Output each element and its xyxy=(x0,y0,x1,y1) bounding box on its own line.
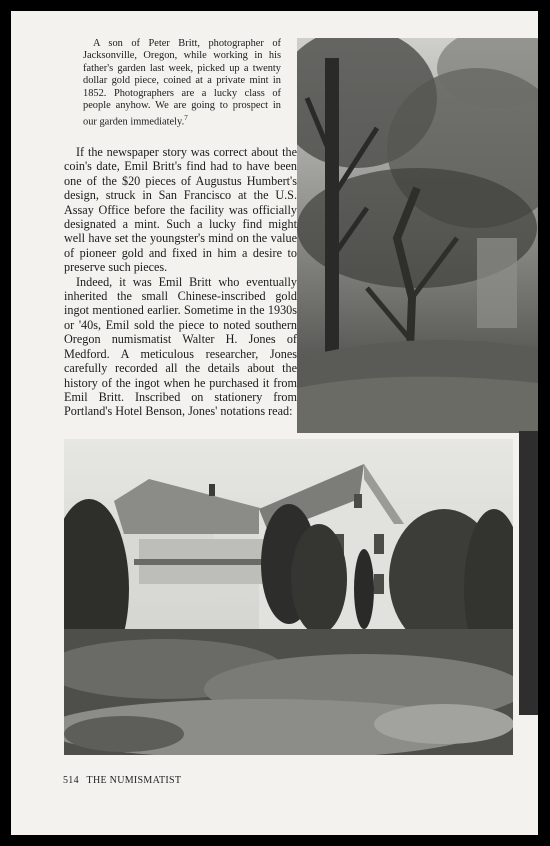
garden-trees-photo-edge xyxy=(519,431,538,715)
newspaper-quote xyxy=(83,38,281,129)
page-footer xyxy=(63,775,181,786)
page-number: 514 xyxy=(63,775,79,786)
britt-house-photo xyxy=(64,439,513,755)
footnote-marker: 7 xyxy=(184,114,188,123)
garden-trees-photo xyxy=(297,38,538,433)
article-body xyxy=(64,145,297,419)
magazine-page xyxy=(11,11,538,835)
quote-text: A son of Peter Britt, photographer of Jacksonville, Oregon, while working in his father's garden last week, picked up a twenty dollar gold piece, coined at a private mint in 1852. Photographers are a lucky class of people anyhow. We are going to prospect in our garden immediately. xyxy=(83,38,281,128)
journal-title: THE NUMISMATIST xyxy=(86,775,182,786)
body-paragraph: Indeed, it was Emil Britt who eventually inherited the small Chinese-inscribed gold ingot mentioned earlier. Sometime in the 1930s or '40s, Emil sold the piece to noted southern Oregon numismatist Walter H. Jones of Medford. A meticulous researcher, Jones carefully recorded all the details about the history of the ingot when he purchased it from Emil Britt. Inscribed on stationery from Portland's Hotel Benson, Jones' notations read: xyxy=(64,274,297,419)
body-paragraph: If the newspaper story was correct about the coin's date, Emil Britt's find had to have been one of the $20 pieces of Augustus Humbert's design, struck in San Francisco at the U.S. Assay Office before the facility was officially designated a mint. Such a lucky find might well have set the youngster's mind on the value of pioneer gold and fixed in him a desire to preserve such pieces. xyxy=(64,145,297,275)
